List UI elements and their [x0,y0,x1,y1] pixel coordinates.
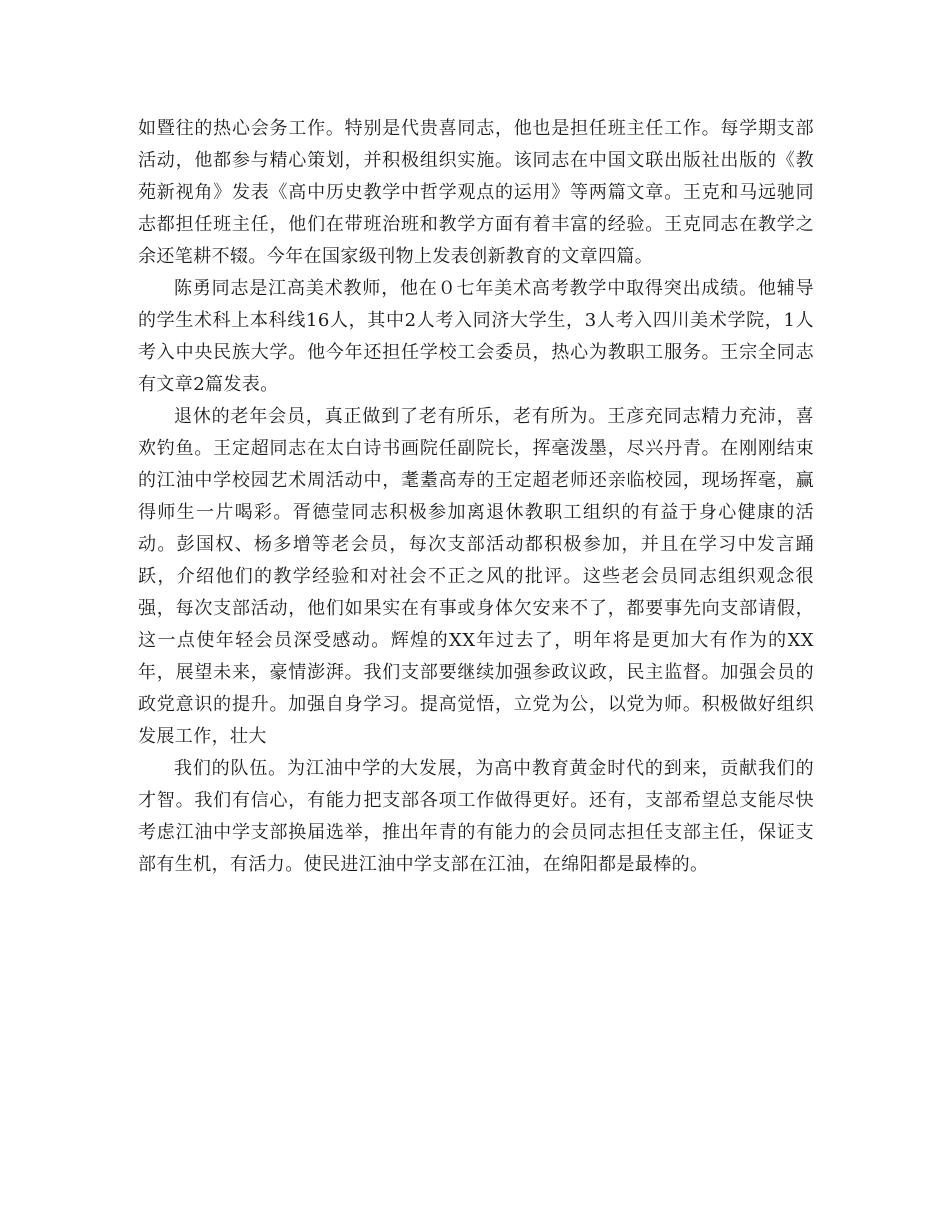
paragraph-3: 退休的老年会员，真正做到了老有所乐，老有所为。王彦充同志精力充沛，喜欢钓鱼。王定超同志在太白诗书画院任副院长，挥毫泼墨，尽兴丹青。在刚刚结束的江油中学校园艺术周活动中，耄耋高寿的王定超老师还亲临校园，现场挥毫，赢得师生一片喝彩。胥德莹同志积极参加离退休教职工组织的有益于身心健康的活动。彭国权、杨多增等老会员，每次支部活动都积极参加，并且在学习中发言踊跃，介绍他们的教学经验和对社会不正之风的批评。这些老会员同志组织观念很强，每次支部活动，他们如果实在有事或身体欠安来不了，都要事先向支部请假，这一点使年轻会员深受感动。辉煌的XX年过去了，明年将是更加大有作为的XX年，展望未来，豪情澎湃。我们支部要继续加强参政议政，民主监督。加强会员的政党意识的提升。加强自身学习。提高觉悟，立党为公，以党为师。积极做好组织发展工作，壮大 [138,406,814,747]
paragraph-1: 如暨往的热心会务工作。特别是代贵喜同志，他也是担任班主任工作。每学期支部活动，他都参与精心策划，并积极组织实施。该同志在中国文联出版社出版的《教苑新视角》发表《高中历史教学中哲学观点的运用》等两篇文章。王克和马远驰同志都担任班主任，他们在带班治班和教学方面有着丰富的经验。王克同志在教学之余还笔耕不辍。今年在国家级刊物上发表创新教育的文章四篇。 [138,118,814,267]
paragraph-4: 我们的队伍。为江油中学的大发展，为高中教育黄金时代的到来，贡献我们的才智。我们有信心，有能力把支部各项工作做得更好。还有，支部希望总支能尽快考虑江油中学支部换届选举，推出年青的有能力的会员同志担任支部主任，保证支部有生机，有活力。使民进江油中学支部在江油，在绵阳都是最棒的。 [138,758,814,875]
document-body [138,113,814,881]
paragraph-2: 陈勇同志是江高美术教师，他在０七年美术高考教学中取得突出成绩。他辅导的学生术科上本科线16人，其中2人考入同济大学生，3人考入四川美术学院，1人考入中央民族大学。他今年还担任学校工会委员，热心为教职工服务。王宗全同志有文章2篇发表。 [138,278,814,395]
